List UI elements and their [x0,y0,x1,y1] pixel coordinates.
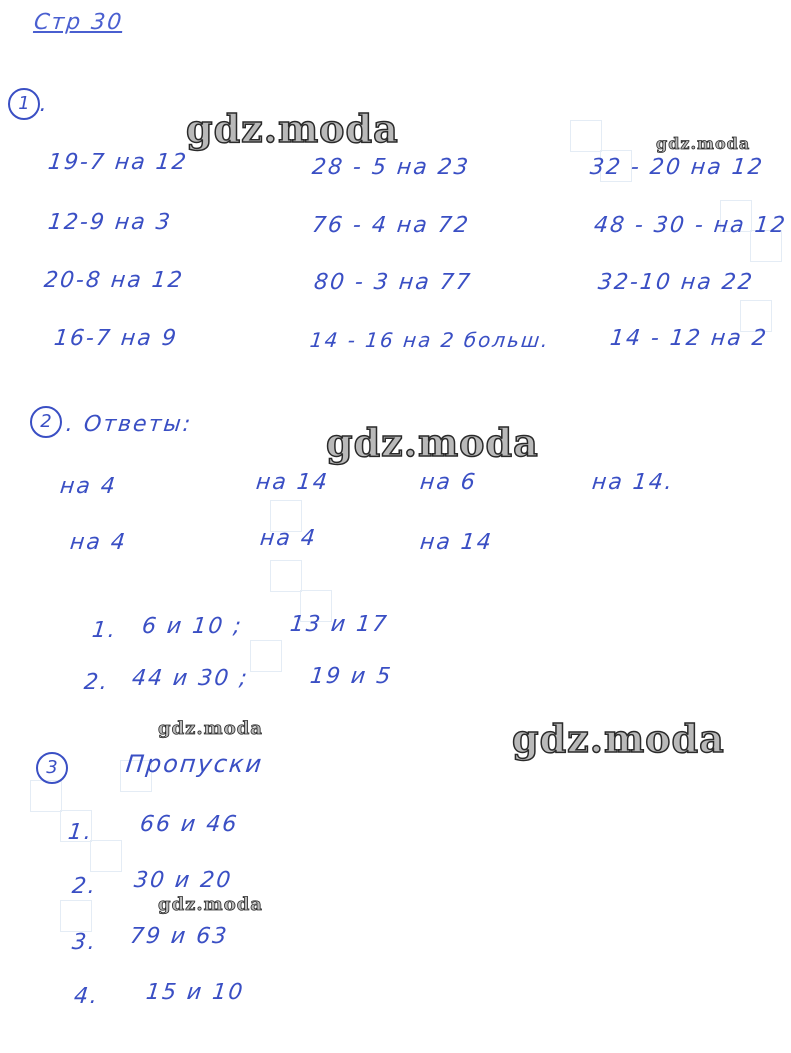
task2-line-a: 44 и 30 ; [130,666,251,691]
task2-answer: на 4 [68,530,129,555]
task1-cell: 14 - 16 на 2 больш. [308,328,552,352]
task2-title: . Ответы: [64,412,194,437]
task2-number: 2 [30,406,62,438]
task1-number: 1 [8,88,40,120]
grid-cell [250,640,282,672]
task2-answer: на 4 [258,526,319,551]
task3-number: 3 [36,752,68,784]
watermark: gdz.moda [656,134,751,153]
task3-item: 30 и 20 [132,868,234,893]
grid-cell [60,900,92,932]
task2-line-number: 1. [90,618,119,643]
task3-item-number: 1. [66,820,95,845]
watermark: gdz.moda [512,716,725,761]
task3-item-number: 4. [72,984,101,1009]
task2-answer: на 4 [58,474,119,499]
task1-dot: . [38,92,51,117]
task3-item: 15 и 10 [144,980,246,1005]
task2-answer: на 6 [418,470,479,495]
task1-cell: 32 - 20 на 12 [588,155,766,180]
task2-line-number: 2. [82,670,111,695]
task1-cell: 32-10 на 22 [596,270,756,295]
task1-cell: 80 - 3 на 77 [312,270,474,295]
task1-cell: 12-9 на 3 [46,210,174,235]
task1-cell: 14 - 12 на 2 [608,326,770,351]
watermark: gdz.moda [326,420,539,465]
task3-item-number: 2. [70,874,99,899]
grid-cell [90,840,122,872]
task2-line-b: 13 и 17 [288,612,390,637]
task2-line-b: 19 и 5 [308,664,394,689]
task2-line-a: 6 и 10 ; [140,614,245,639]
watermark: gdz.moda [158,718,263,739]
task2-answer: на 14 [254,470,331,495]
task3-item: 79 и 63 [128,924,230,949]
task1-cell: 19-7 на 12 [46,150,190,175]
task2-answer: на 14 [418,530,495,555]
task3-title: Пропуски [124,750,265,778]
task1-cell: 76 - 4 на 72 [310,213,472,238]
task2-answer: на 14. [590,470,676,495]
watermark: gdz.moda [158,894,263,915]
task3-item: 66 и 46 [138,812,240,837]
page-header: Стр 30 [32,10,125,35]
watermark: gdz.moda [186,106,399,151]
task1-cell: 48 - 30 - на 12 [592,213,789,238]
task1-cell: 28 - 5 на 23 [310,155,472,180]
grid-cell [570,120,602,152]
grid-cell [30,780,62,812]
task3-item-number: 3. [70,930,99,955]
task1-cell: 16-7 на 9 [52,326,180,351]
task1-cell: 20-8 на 12 [42,268,186,293]
grid-cell [270,560,302,592]
